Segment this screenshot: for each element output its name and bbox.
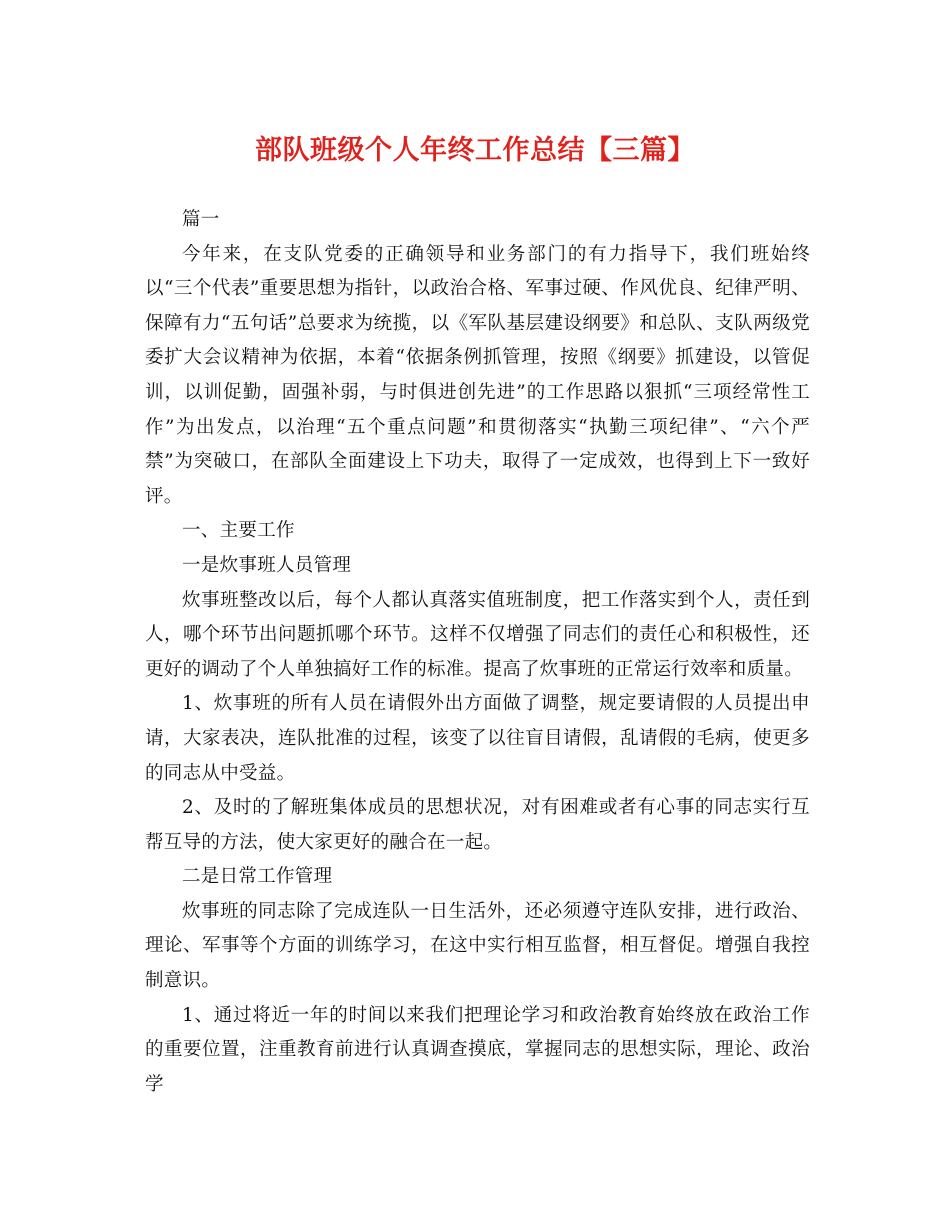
paragraph-section-label: 篇一 — [182, 209, 220, 230]
paragraph-intro: 今年来，在支队党委的正确领导和业务部门的有力指导下，我们班始终以“三个代表”重要思想为指针，以政治合格、军事过硬、作风优良、纪律严明、保障有力“五句话”总要求为统揽，以《军队基层建设纲要》和总队、支队两级党委扩大会议精神为依据，本着“依据条例抓管理，按照《纲要》抓建设，以管促训，以训促勤，固强补弱，与时俱进创先进”的工作思路以狠抓“三项经常性工作”为出发点，以治理“五个重点问题”和贯彻落实“执勤三项纪律”、“六个严禁”为突破口，在部队全面建设上下功夫，取得了一定成效，也得到上下一致好评。 — [145, 243, 810, 507]
heading-main-work: 一、主要工作 — [182, 520, 295, 542]
paragraph-leave-policy: 1、炊事班的所有人员在请假外出方面做了调整，规定要请假的人员提出申请，大家表决，连队批准的过程，该变了以往盲目请假，乱请假的毛病，使更多的同志从中受益。 — [145, 693, 810, 784]
paragraph-mutual-help: 2、及时的了解班集体成员的思想状况，对有困难或者有心事的同志实行互帮互导的方法，使大家更好的融合在一起。 — [145, 797, 810, 853]
heading-kitchen-staff-management: 一是炊事班人员管理 — [182, 554, 352, 576]
paragraph-daily-training: 炊事班的同志除了完成连队一日生活外，还必须遵守连队安排，进行政治、理论、军事等个方面的训练学习，在这中实行相互监督，相互督促。增强自我控制意识。 — [145, 900, 810, 992]
heading-daily-work-management: 二是日常工作管理 — [182, 866, 333, 888]
document-body — [145, 203, 810, 1102]
paragraph-kitchen-reform: 炊事班整改以后，每个人都认真落实值班制度，把工作落实到个人，责任到人，哪个环节出问题抓哪个环节。这样不仅增强了同志们的责任心和积极性，还更好的调动了个人单独搞好工作的标准。提高了炊事班的正常运行效率和质量。 — [145, 589, 810, 680]
document-title: 部队班级个人年终工作总结【三篇】 — [255, 135, 695, 166]
paragraph-political-education: 1、通过将近一年的时间以来我们把理论学习和政治教育始终放在政治工作的重要位置，注重教育前进行认真调查摸底，掌握同志的思想实际，理论、政治学 — [145, 1004, 810, 1095]
